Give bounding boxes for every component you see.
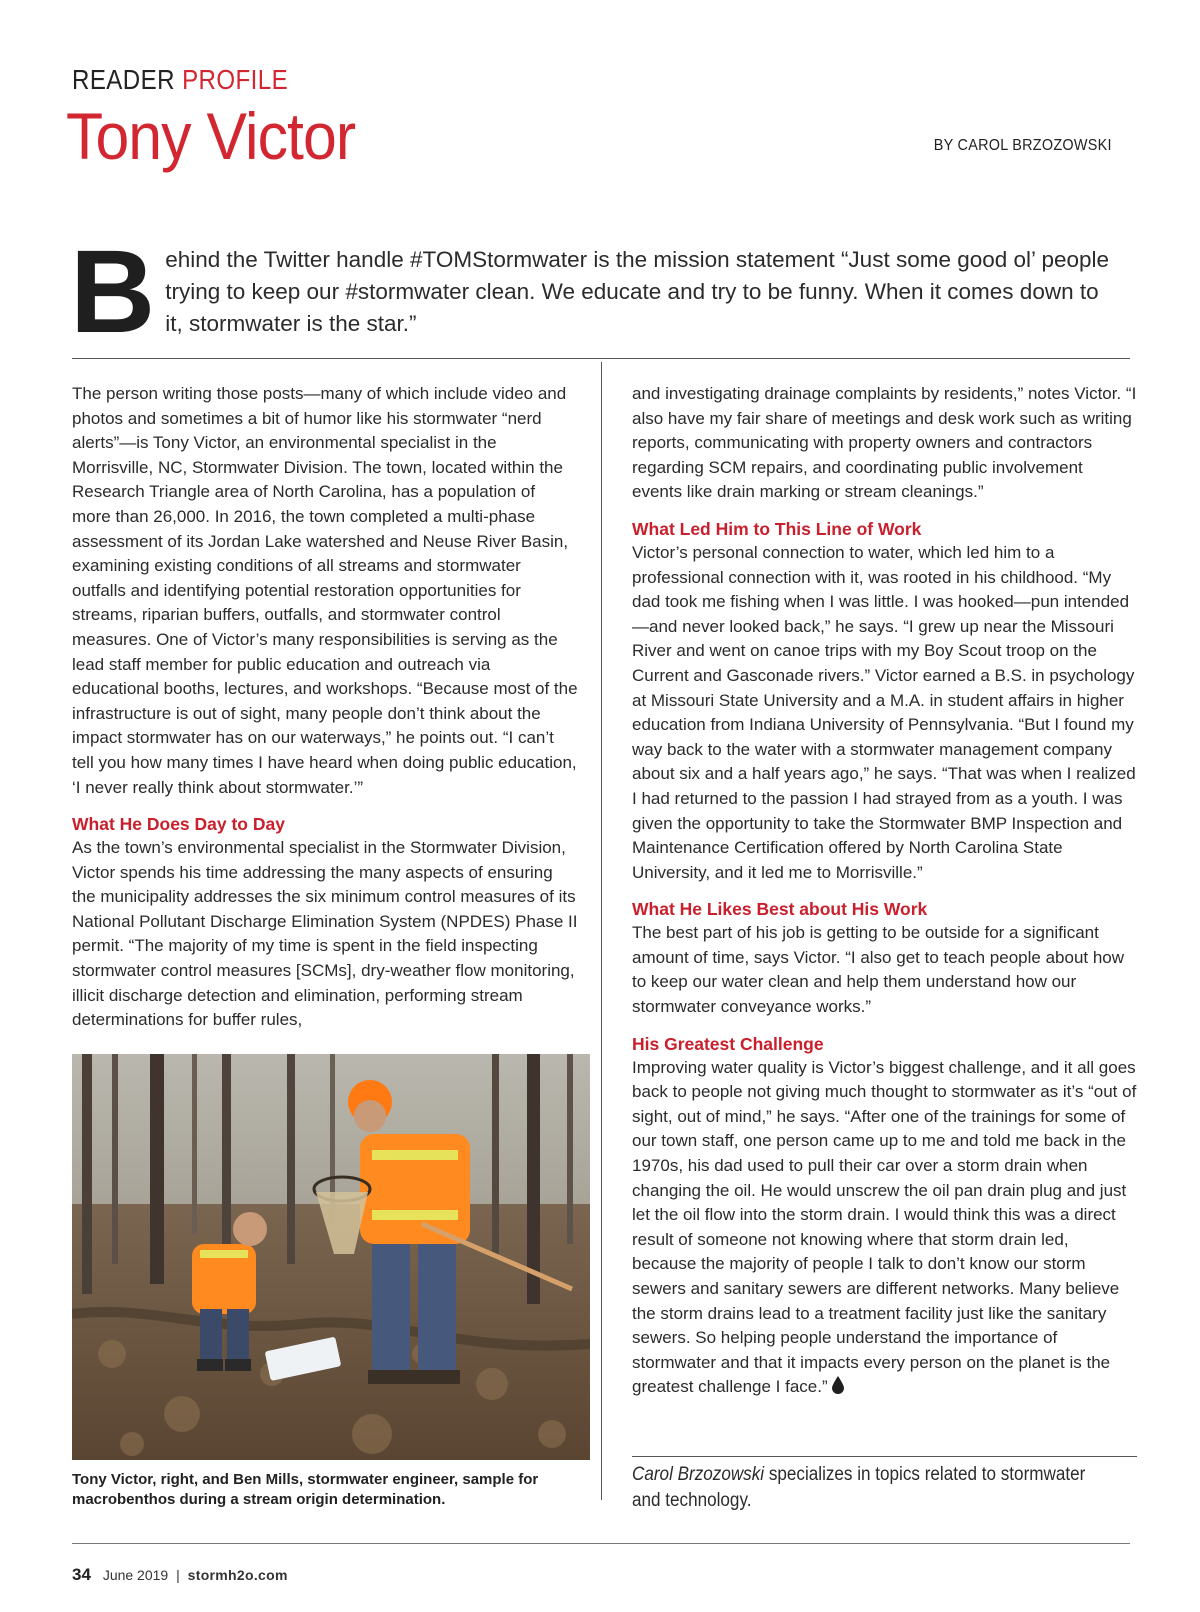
subhead-day-to-day: What He Does Day to Day [72, 814, 285, 835]
photo-caption: Tony Victor, right, and Ben Mills, stormwater engineer, sample for macrobenthos during a stream origin determination. [72, 1471, 539, 1508]
website-link[interactable]: stormh2o.com [187, 1567, 288, 1583]
body-paragraph: Victor’s personal connection to water, which led him to a professional connection with it, was rooted in his childhood. “My dad took me fishing when I was little. I was hooked—pun intended—and never looked back,” he says. “I grew up near the Missouri River and went on canoe trips with my Boy Scout troop on the Current and Gasconade rivers.” Victor earned a B.S. in psychology at Missouri State University and a M.A. in student affairs in higher education from Indiana University of Pennsylvania. “But I found my way back to the water with a stormwater management company about six and a half years ago,” he says. “That was when I realized I had returned to the passion I had strayed from as a youth. I was given the opportunity to take the Stormwater BMP Inspection and Maintenance Certification offered by North Carolina State University, and it led me to Morrisville.” [632, 542, 1136, 882]
top-rule [72, 358, 1130, 359]
forest-photo-illustration [72, 1054, 590, 1460]
author-bio [632, 1462, 1087, 1514]
subhead-greatest-challenge: His Greatest Challenge [632, 1033, 824, 1054]
subhead-likes-best: What He Likes Best about His Work [632, 899, 928, 920]
section-label [72, 64, 288, 96]
subhead-line-of-work: What Led Him to This Line of Work [632, 518, 922, 539]
section-label-profile: PROFILE [182, 64, 289, 95]
body-paragraph-final [632, 1056, 1137, 1402]
footer-rule [72, 1543, 1130, 1544]
column-divider [601, 362, 602, 1500]
drop-cap: B [70, 226, 156, 358]
bio-rule [632, 1456, 1137, 1457]
section-label-reader: READER [72, 64, 175, 95]
right-column [632, 382, 1137, 1402]
body-paragraph: The best part of his job is getting to be outside for a significant amount of time, says Victor. “I also get to teach people about how to keep our water clean and help them understand how our stormwater conveyance works.” [632, 923, 1125, 1017]
intro-pullquote [70, 226, 1122, 358]
author-bio-text: specializes in topics related to stormwater and technology. [632, 1464, 1086, 1511]
page-number: 34 [72, 1565, 91, 1584]
body-paragraph: As the town’s environmental specialist in the Stormwater Division, Victor spends his time addressing the many aspects of ensuring the municipality addresses the six minimum control measures of its National Pollutant Discharge Elimination System (NPDES) Phase II permit. “The majority of my time is spent in the field inspecting stormwater control measures [SCMs], dry-weather flow monitoring, illicit discharge detection and elimination, performing stream determinations for buffer rules, [72, 838, 578, 1030]
body-paragraph: The person writing those posts—many of which include video and photos and sometimes a bit of humor like his stormwater “nerd alerts”—is Tony Victor, an environmental specialist in the Morrisville, NC, Stormwater Division. The town, located within the Research Triangle area of North Carolina, has a population of more than 26,000. In 2016, the town completed a multi-phase assessment of its Jordan Lake watershed and Neuse River Basin, examining existing conditions of all streams and stormwater outfalls and identifying potential restoration opportunities for streams, riparian buffers, outfalls, and stormwater control measures. One of Victor’s many responsibilities is serving as the lead staff member for public education and outreach via educational booths, lectures, and workshops. “Because most of the infrastructure is out of sight, many people don’t think about the impact stormwater has on our waterways,” he points out. “I can’t tell you how many times I have heard when doing public education, ‘I never really think about stormwater.’” [72, 384, 578, 797]
issue-date: June 2019 [102, 1567, 169, 1583]
water-drop-icon [832, 1376, 844, 1402]
author-name: Carol Brzozowski [632, 1464, 765, 1485]
byline: BY CAROL BRZOZOWSKI [934, 137, 1112, 154]
page-footer [72, 1565, 288, 1585]
body-paragraph: and investigating drainage complaints by residents,” notes Victor. “I also have my fair share of meetings and desk work such as writing reports, communicating with property owners and contractors regarding SCM repairs, and coordinating public involvement events like drain marking or stream cleanings.” [632, 384, 1137, 502]
article-photo [72, 1054, 590, 1460]
footer-separator: | [176, 1567, 180, 1583]
intro-text: ehind the Twitter handle #TOMStormwater is the mission statement “Just some good ol’ people trying to keep our #stormwater clean. We educate and try to be funny. When it comes down to it, stormwater is the star.” [165, 247, 1110, 336]
left-column [72, 382, 578, 1033]
article-title: Tony Victor [66, 99, 356, 173]
body-text: Improving water quality is Victor’s biggest challenge, and it all goes back to people not giving much thought to stormwater as it’s “out of sight, out of mind,” he says. “After one of the trainings for some of our town staff, one person came up to me and told me back in the 1970s, his dad used to pull their car over a storm drain when changing the oil. He would unscrew the oil pan drain plug and just let the oil flow into the storm drain. I would think this was a direct result of someone not knowing where that storm drain led, because the majority of people I talk to don’t know our storm sewers and sanitary sewers are different networks. Many believe the storm drains lead to a treatment facility just like the sanitary sewers. So helping people understand the importance of stormwater and that it impacts every person on the planet is the greatest challenge I face.” [632, 1057, 1137, 1397]
